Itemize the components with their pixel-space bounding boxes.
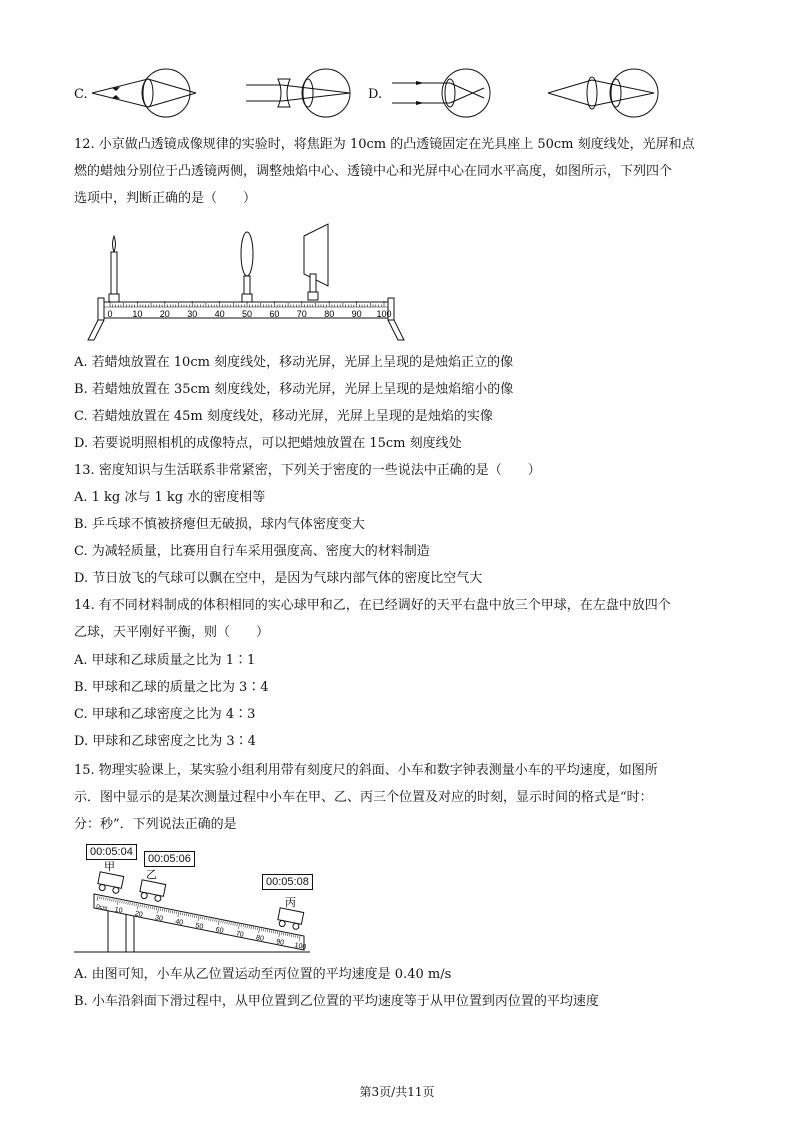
q15-option-a: A. 由图可知，小车从乙位置运动至丙位置的平均速度是 0.40 m/s: [74, 967, 452, 982]
q13-option-c: C. 为减轻质量，比赛用自行车采用强度高、密度大的材料制造: [74, 544, 430, 559]
bench-tick-label: 0: [107, 309, 113, 319]
bench-tick-label: 90: [351, 309, 362, 319]
q12-option-c: C. 若蜡烛放置在 45m 刻度线处，移动光屏，光屏上呈现的是烛焰的实像: [74, 409, 493, 424]
bench-tick-label: 100: [376, 309, 392, 319]
q13-option-a: A. 1 kg 冰与 1 kg 水的密度相等: [74, 490, 266, 505]
q15-stem-line2: 示．图中显示的是某次测量过程中小车在甲、乙、丙三个位置及对应的时刻，显示时间的格式是“时：: [74, 790, 653, 805]
ramp-tick-label: 60: [214, 926, 225, 935]
q14-stem-line2: 乙球，天平刚好平衡，则（ ）: [74, 625, 270, 640]
q11-option-d-label: D.: [368, 87, 383, 102]
q15-option-b: B. 小车沿斜面下滑过程中，从甲位置到乙位置的平均速度等于从甲位置到丙位置的平均速度: [74, 994, 599, 1009]
ramp-tick-label: 70: [235, 930, 245, 939]
bench-tick-label: 80: [324, 309, 335, 319]
q11-diagram-d: [392, 66, 502, 120]
ramp-tick-label: 100: [293, 941, 307, 952]
q12-option-a: A. 若蜡烛放置在 10cm 刻度线处，移动光屏，光屏上呈现的是烛焰正立的像: [74, 355, 514, 370]
ramp-tick-label: 50: [194, 922, 204, 931]
q12-option-b: B. 若蜡烛放置在 35cm 刻度线处，移动光屏，光屏上呈现的是烛焰缩小的像: [74, 382, 514, 397]
q11-option-c-label: C.: [74, 87, 88, 102]
q11-diagram-convex: [548, 66, 658, 120]
q13-option-d: D. 节日放飞的气球可以飘在空中，是因为气球内部气体的密度比空气大: [74, 571, 483, 586]
bench-tick-label: 40: [214, 309, 225, 319]
q14-stem-line1: 14. 有不同材料制成的体积相同的实心球甲和乙，在已经调好的天平右盘中放三个甲球，在左盘中放四个: [74, 598, 671, 613]
q13-stem: 13. 密度知识与生活联系非常紧密，下列关于密度的一些说法中正确的是（ ）: [74, 463, 541, 478]
lens: [241, 232, 253, 302]
ramp-tick-label: 10: [113, 906, 124, 915]
cart-jia: [97, 872, 124, 894]
optical-bench-diagram: [88, 222, 418, 342]
q11-diagram-c: [92, 66, 202, 120]
label-yi: 乙: [146, 868, 157, 881]
bench-tick-label: 20: [159, 309, 170, 319]
q14-option-a: A. 甲球和乙球质量之比为 1∶1: [74, 653, 256, 668]
q11-diagram-concave: [246, 66, 356, 120]
q14-option-b: B. 甲球和乙球的质量之比为 3∶4: [74, 680, 269, 695]
bench-tick-label: 70: [296, 309, 307, 319]
ramp-unit-label: 0cm: [95, 904, 108, 913]
clock-jia: 00:05:04: [86, 844, 137, 860]
q12-stem-line1: 12. 小京做凸透镜成像规律的实验时，将焦距为 10cm 的凸透镜固定在光具座上 50cm 刻度线处，光屏和点: [74, 137, 695, 152]
q14-option-d: D. 甲球和乙球密度之比为 3∶4: [74, 734, 256, 749]
q14-option-c: C. 甲球和乙球密度之比为 4∶3: [74, 707, 256, 722]
ramp-tick-label: 90: [275, 938, 285, 947]
candle: [109, 236, 119, 302]
label-jia: 甲: [104, 860, 115, 873]
q13-option-b: B. 乒乓球不慎被挤瘪但无破损，球内气体密度变大: [74, 517, 365, 532]
label-bing: 丙: [285, 896, 296, 909]
bench-tick-label: 50: [241, 309, 253, 319]
q15-stem-line1: 15. 物理实验课上，某实验小组利用带有刻度尺的斜面、小车和数字钟表测量小车的平均速度，如图所: [74, 763, 658, 778]
incline-diagram: [74, 858, 314, 958]
clock-yi: 00:05:06: [144, 851, 195, 867]
ramp-tick-label: 40: [174, 918, 184, 927]
bench-tick-label: 30: [187, 309, 198, 319]
q15-stem-line3: 分：秒”．下列说法正确的是: [74, 817, 237, 832]
light-screen: [304, 224, 328, 300]
clock-bing: 00:05:08: [262, 874, 313, 890]
ramp-tick-label: 20: [134, 910, 144, 919]
ramp-tick-label: 30: [154, 914, 164, 923]
q12-stem-line3: 选项中，判断正确的是（ ）: [74, 191, 257, 206]
bench-tick-label: 10: [132, 309, 143, 319]
bench-tick-label: 60: [269, 309, 280, 319]
page-footer: 第3页/共11页: [359, 1085, 435, 1099]
ramp-tick-label: 80: [255, 934, 265, 943]
q12-option-d: D. 若要说明照相机的成像特点，可以把蜡烛放置在 15cm 刻度线处: [74, 436, 462, 451]
cart-bing: [277, 908, 304, 930]
q12-stem-line2: 燃的蜡烛分别位于凸透镜两侧，调整烛焰中心、透镜中心和光屏中心在同水平高度，如图所示，下列四个: [74, 164, 673, 179]
cart-yi: [139, 880, 166, 902]
